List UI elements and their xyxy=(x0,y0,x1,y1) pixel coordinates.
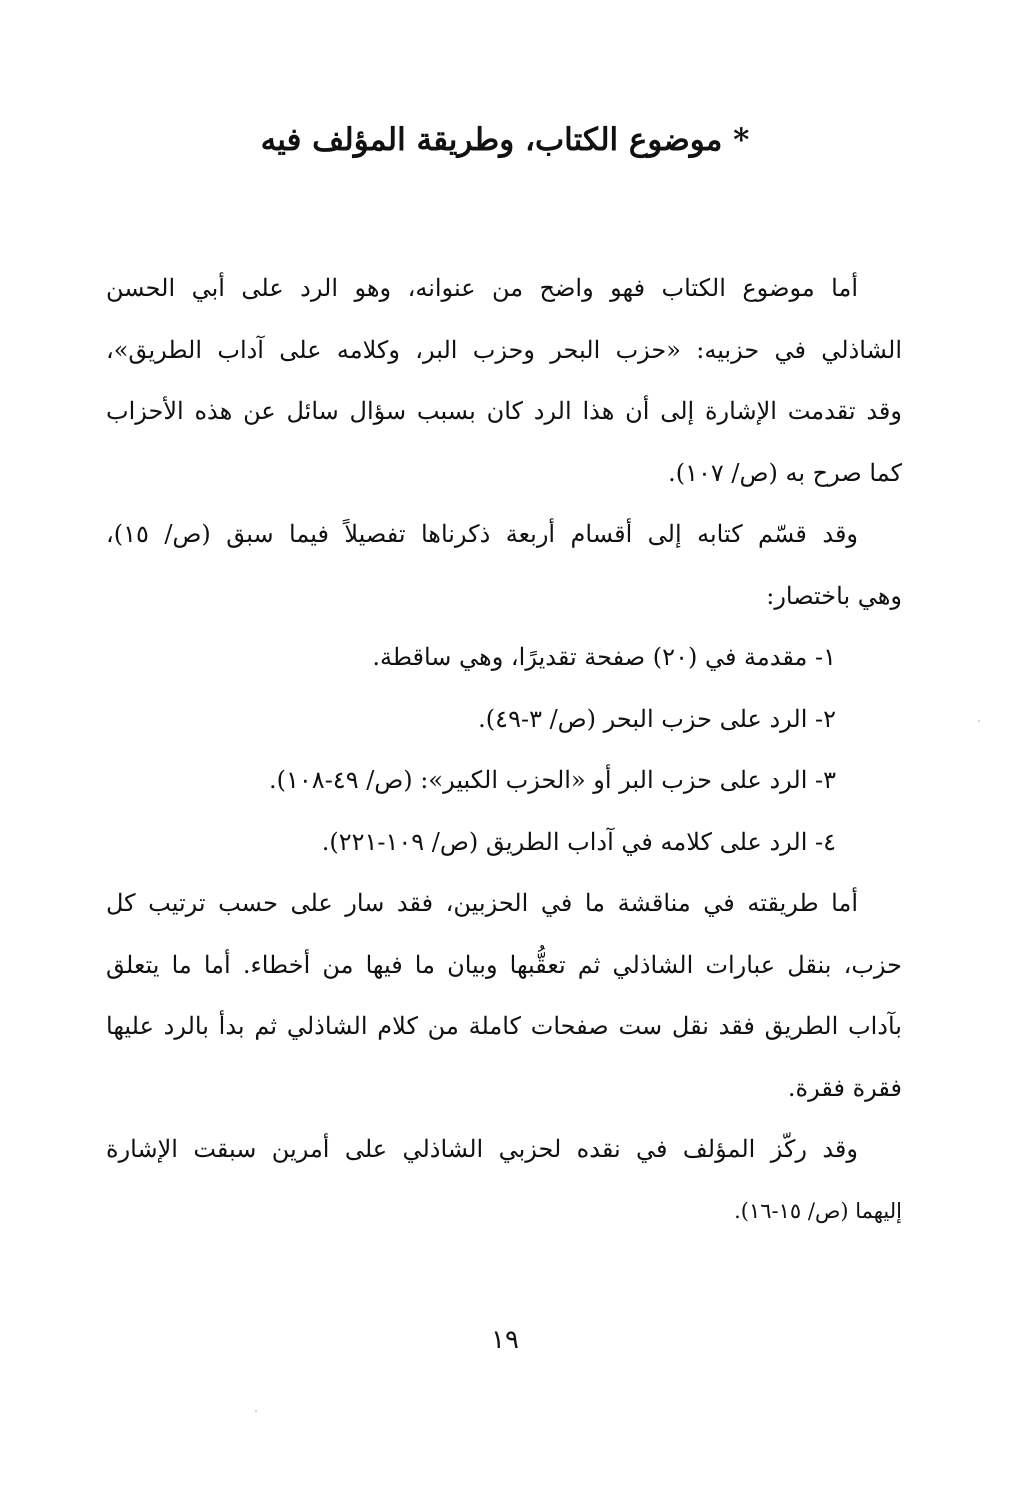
text-line: وقد تقدمت الإشارة إلى أن هذا الرد كان بسبب سؤال سائل عن هذه الأحزاب xyxy=(106,397,902,425)
text-line: الشاذلي في حزبيه: «حزب البحر وحزب البر، وكلامه على آداب الطريق»، xyxy=(106,335,902,364)
text-line: أما موضوع الكتاب فهو واضح من عنوانه، وهو الرد على أبي الحسن xyxy=(106,274,858,302)
list-item: ٢- الرد على حزب البحر (ص/ ٣-٤٩). xyxy=(478,704,836,733)
text-line: وقد ركّز المؤلف في نقده لحزبي الشاذلي على أمرين سبقت الإشارة xyxy=(106,1135,858,1163)
scan-speck xyxy=(255,1410,257,1412)
list-item: ٤- الرد على كلامه في آداب الطريق (ص/ ١٠٩-٢٢١). xyxy=(321,827,836,856)
scan-speck xyxy=(978,720,980,722)
text-line: إليهما (ص/ ١٥-١٦). xyxy=(734,1198,902,1223)
list-item: ١- مقدمة في (٢٠) صفحة تقديرًا، وهي ساقطة. xyxy=(372,643,836,671)
list-item: ٣- الرد على حزب البر أو «الحزب الكبير»: (ص/ ٤٩-١٠٨). xyxy=(269,766,836,794)
text-line: وقد قسّم كتابه إلى أقسام أربعة ذكرناها تفصيلاً فيما سبق (ص/ ١٥)، xyxy=(106,520,859,548)
text-line: فقرة فقرة. xyxy=(787,1073,902,1102)
text-line: بآداب الطريق فقد نقل ست صفحات كاملة من كلام الشاذلي ثم بدأ بالرد عليها xyxy=(106,1012,902,1040)
text-line: وهي باختصار: xyxy=(766,581,902,610)
page-number: ١٩ xyxy=(491,1325,519,1355)
text-line: كما صرح به (ص/ ١٠٧). xyxy=(668,458,902,487)
section-heading: * موضوع الكتاب، وطريقة المؤلف فيه xyxy=(260,122,750,158)
text-line: أما طريقته في مناقشة ما في الحزبين، فقد سار على حسب ترتيب كل xyxy=(106,889,858,917)
text-line: حزب، بنقل عبارات الشاذلي ثم تعقُّبها وبيان ما فيها من أخطاء. أما ما يتعلق xyxy=(106,950,902,979)
body-text xyxy=(106,258,902,1242)
